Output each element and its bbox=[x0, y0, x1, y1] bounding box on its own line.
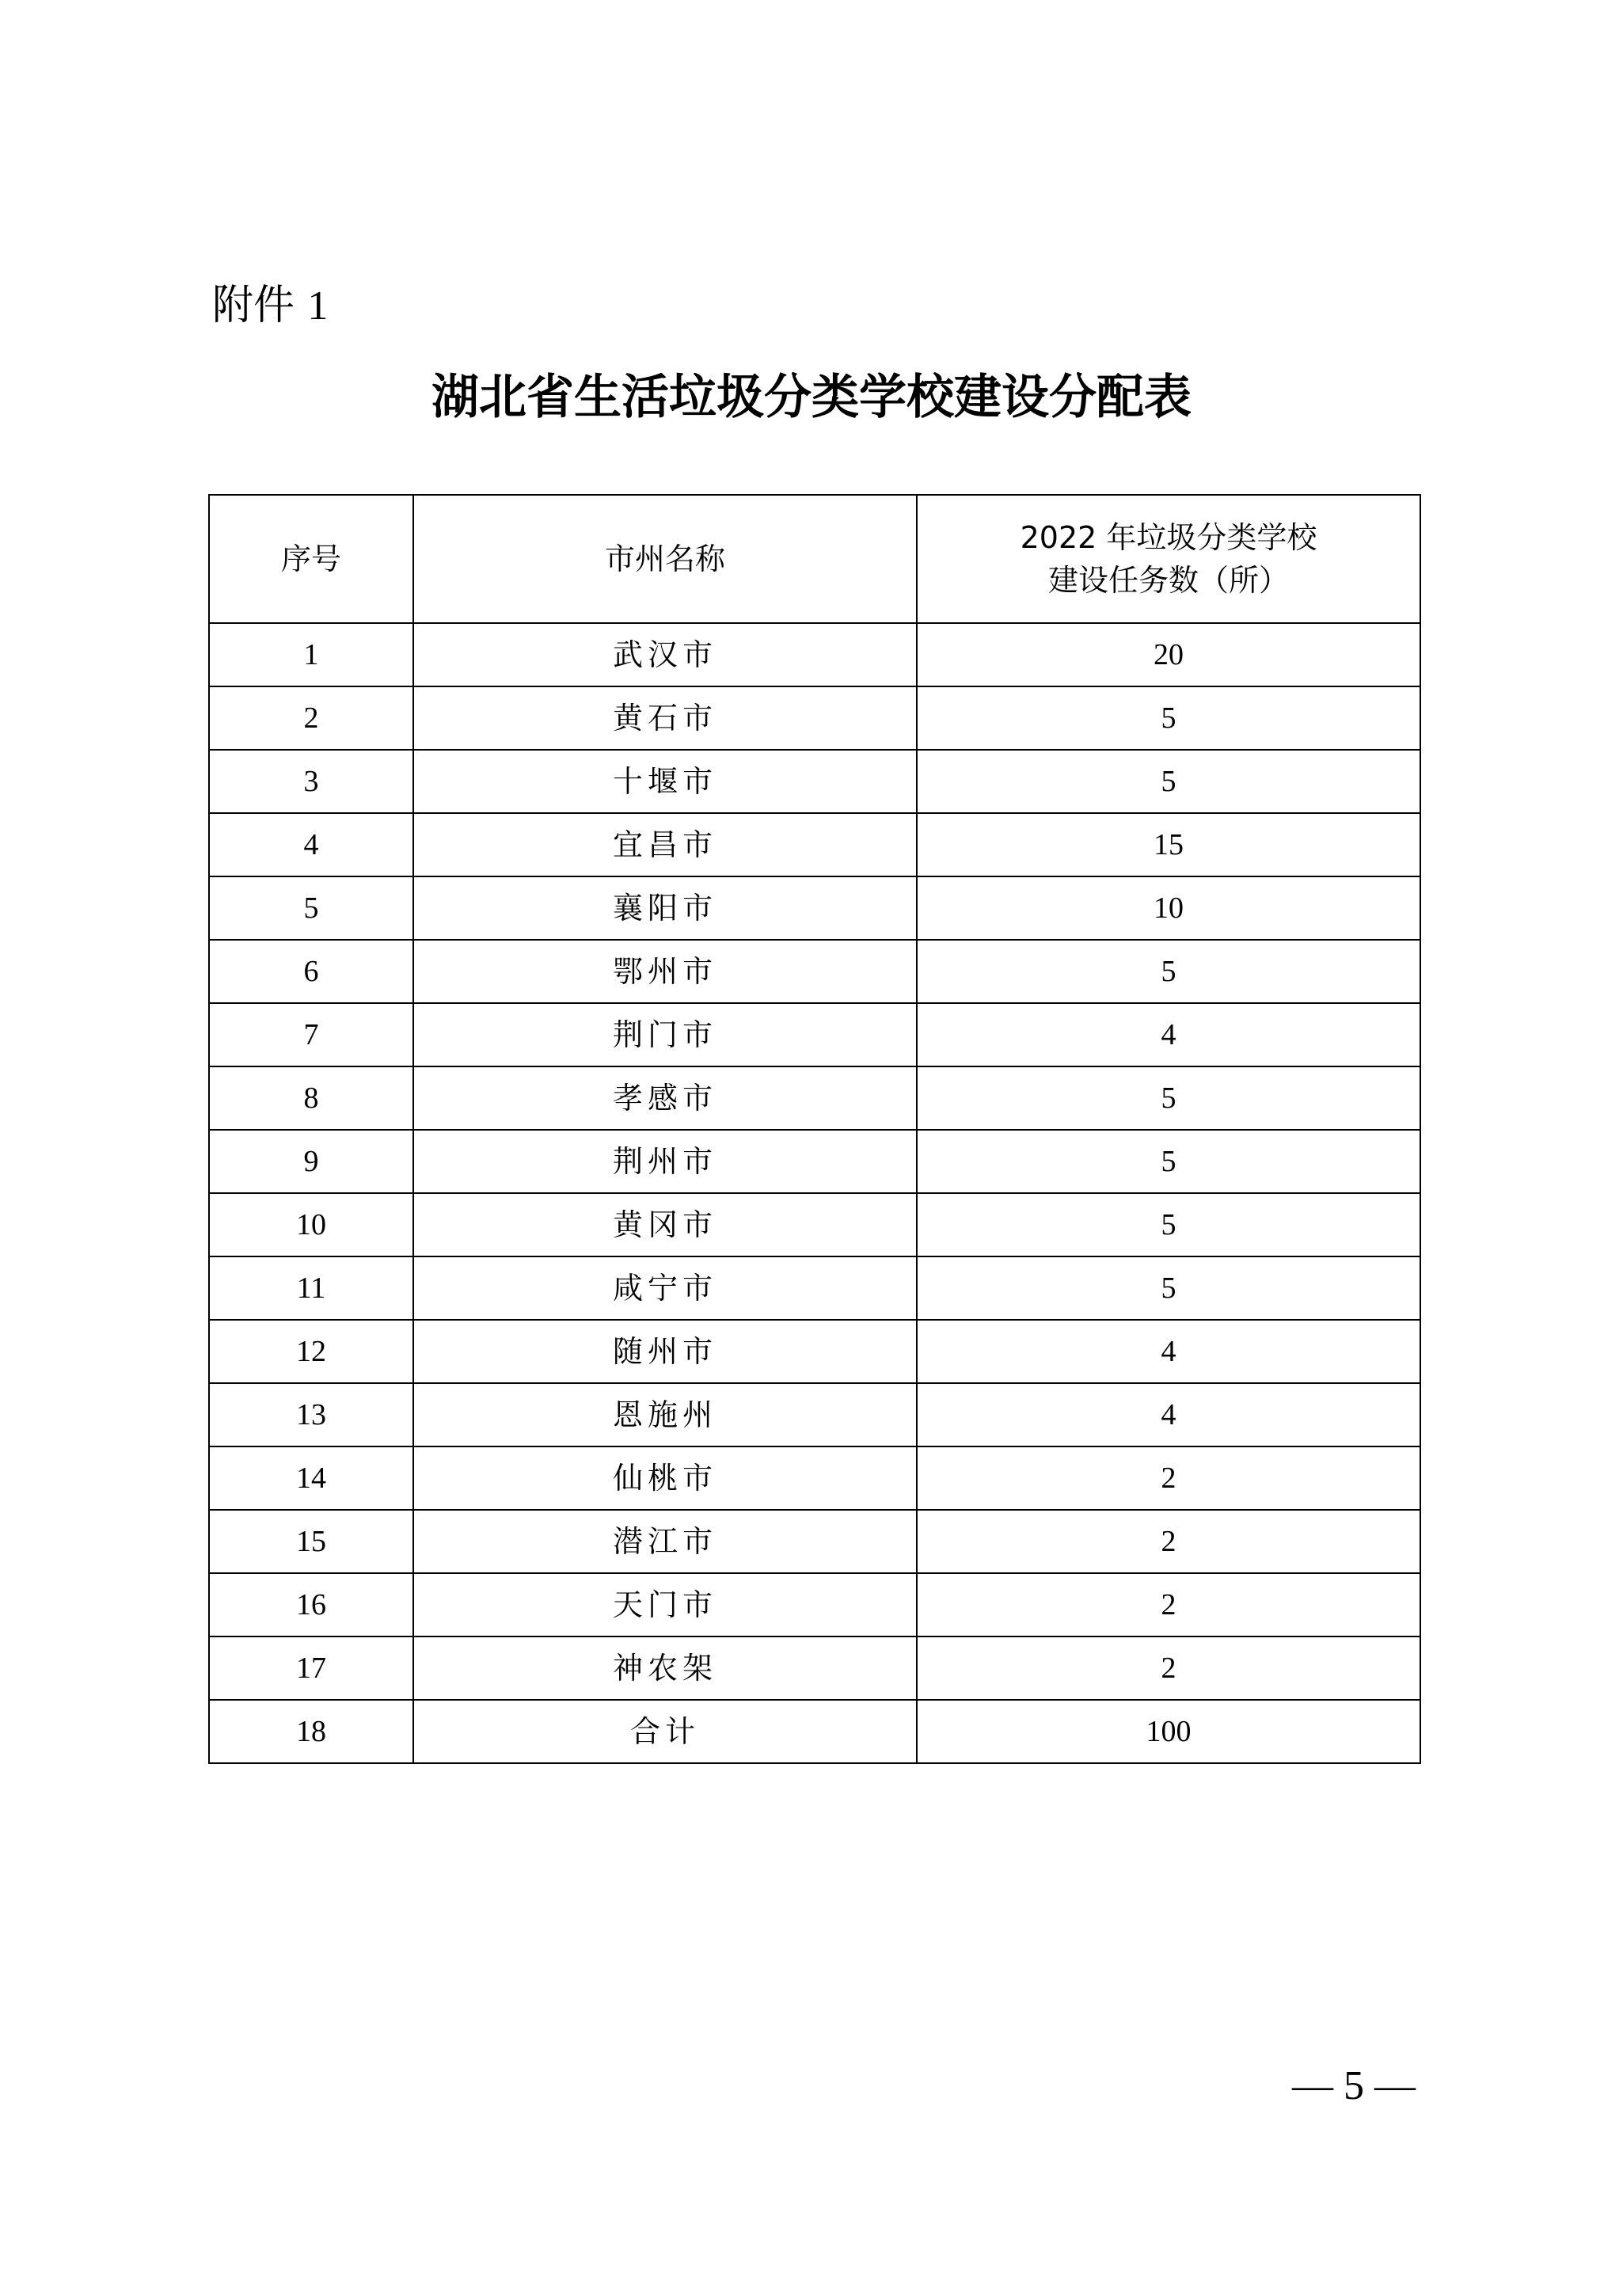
table-row bbox=[209, 1636, 1420, 1700]
cell-name: 十堰市 bbox=[413, 750, 917, 813]
cell-index: 17 bbox=[209, 1636, 413, 1700]
column-header-count-line2: 建设任务数（所） bbox=[1047, 563, 1289, 598]
table-row bbox=[209, 813, 1420, 876]
cell-count: 100 bbox=[917, 1700, 1420, 1763]
page-number: — 5 — bbox=[1292, 2063, 1416, 2108]
table-row bbox=[209, 623, 1420, 686]
table-row bbox=[209, 1510, 1420, 1573]
cell-count: 4 bbox=[917, 1383, 1420, 1446]
cell-index: 5 bbox=[209, 876, 413, 940]
table-row bbox=[209, 940, 1420, 1003]
table-row bbox=[209, 1130, 1420, 1193]
cell-count: 5 bbox=[917, 686, 1420, 750]
cell-name: 仙桃市 bbox=[413, 1446, 917, 1510]
table-row bbox=[209, 1003, 1420, 1066]
column-header-index: 序号 bbox=[209, 495, 413, 623]
cell-name: 恩施州 bbox=[413, 1383, 917, 1446]
cell-name: 黄冈市 bbox=[413, 1193, 917, 1256]
table-body bbox=[209, 623, 1420, 1763]
cell-count: 20 bbox=[917, 623, 1420, 686]
cell-name: 潜江市 bbox=[413, 1510, 917, 1573]
attachment-label bbox=[212, 277, 329, 335]
cell-count: 2 bbox=[917, 1636, 1420, 1700]
table-row bbox=[209, 1446, 1420, 1510]
cell-count: 15 bbox=[917, 813, 1420, 876]
attachment-number: 1 bbox=[307, 283, 329, 329]
table-row bbox=[209, 1256, 1420, 1320]
cell-name: 襄阳市 bbox=[413, 876, 917, 940]
attachment-label-text: 附件 bbox=[212, 282, 295, 329]
document-title: 湖北省生活垃圾分类学校建设分配表 bbox=[431, 370, 1192, 425]
cell-index: 3 bbox=[209, 750, 413, 813]
table-row bbox=[209, 1573, 1420, 1636]
cell-index: 1 bbox=[209, 623, 413, 686]
cell-count: 10 bbox=[917, 876, 1420, 940]
cell-count: 5 bbox=[917, 1130, 1420, 1193]
allocation-table bbox=[208, 494, 1421, 1764]
cell-index: 6 bbox=[209, 940, 413, 1003]
table-row bbox=[209, 750, 1420, 813]
cell-name: 荆门市 bbox=[413, 1003, 917, 1066]
cell-index: 11 bbox=[209, 1256, 413, 1320]
cell-index: 18 bbox=[209, 1700, 413, 1763]
cell-name: 宜昌市 bbox=[413, 813, 917, 876]
cell-count: 2 bbox=[917, 1446, 1420, 1510]
column-header-name: 市州名称 bbox=[413, 495, 917, 623]
table-row bbox=[209, 1383, 1420, 1446]
table-row bbox=[209, 686, 1420, 750]
cell-name: 随州市 bbox=[413, 1320, 917, 1383]
cell-count: 5 bbox=[917, 1256, 1420, 1320]
column-header-count bbox=[917, 495, 1420, 623]
cell-name: 合计 bbox=[413, 1700, 917, 1763]
cell-index: 8 bbox=[209, 1066, 413, 1130]
table-row bbox=[209, 1193, 1420, 1256]
cell-count: 5 bbox=[917, 1193, 1420, 1256]
cell-index: 7 bbox=[209, 1003, 413, 1066]
cell-count: 5 bbox=[917, 940, 1420, 1003]
table-row bbox=[209, 1320, 1420, 1383]
cell-index: 13 bbox=[209, 1383, 413, 1446]
cell-index: 9 bbox=[209, 1130, 413, 1193]
cell-count: 2 bbox=[917, 1573, 1420, 1636]
cell-index: 14 bbox=[209, 1446, 413, 1510]
column-header-count-line1: 2022 年垃圾分类学校 bbox=[1020, 520, 1317, 555]
cell-name: 孝感市 bbox=[413, 1066, 917, 1130]
cell-name: 荆州市 bbox=[413, 1130, 917, 1193]
cell-name: 神农架 bbox=[413, 1636, 917, 1700]
cell-index: 2 bbox=[209, 686, 413, 750]
cell-name: 鄂州市 bbox=[413, 940, 917, 1003]
cell-count: 4 bbox=[917, 1003, 1420, 1066]
cell-count: 5 bbox=[917, 750, 1420, 813]
cell-count: 2 bbox=[917, 1510, 1420, 1573]
table-header-row bbox=[209, 495, 1420, 623]
table-row bbox=[209, 876, 1420, 940]
cell-count: 5 bbox=[917, 1066, 1420, 1130]
table-row-total bbox=[209, 1700, 1420, 1763]
cell-name: 黄石市 bbox=[413, 686, 917, 750]
cell-index: 4 bbox=[209, 813, 413, 876]
cell-name: 天门市 bbox=[413, 1573, 917, 1636]
table-row bbox=[209, 1066, 1420, 1130]
cell-index: 10 bbox=[209, 1193, 413, 1256]
cell-index: 15 bbox=[209, 1510, 413, 1573]
cell-name: 咸宁市 bbox=[413, 1256, 917, 1320]
cell-index: 16 bbox=[209, 1573, 413, 1636]
cell-count: 4 bbox=[917, 1320, 1420, 1383]
cell-index: 12 bbox=[209, 1320, 413, 1383]
cell-name: 武汉市 bbox=[413, 623, 917, 686]
